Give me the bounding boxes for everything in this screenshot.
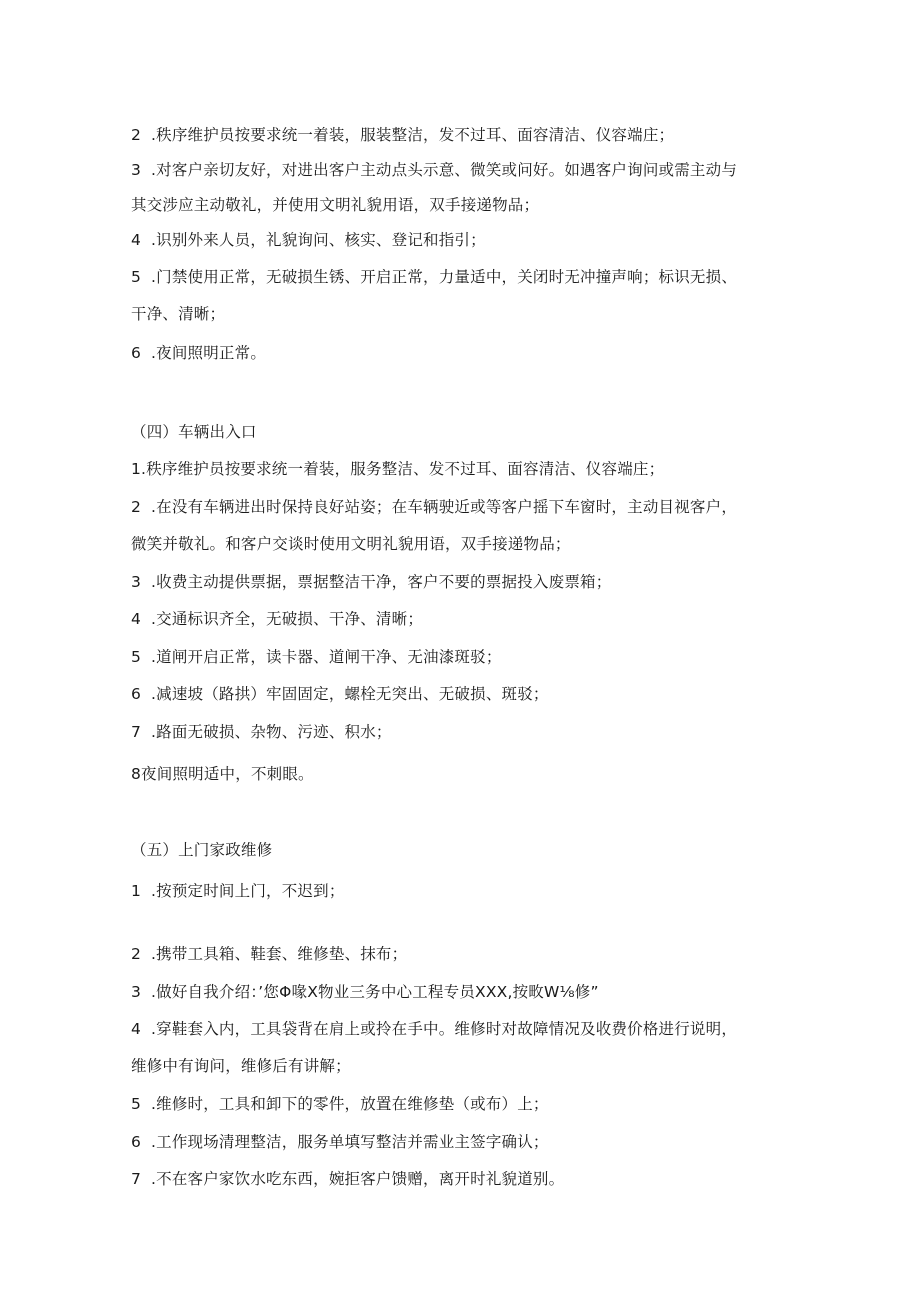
item-number: 3 xyxy=(131,161,142,179)
item-number: 6 xyxy=(131,344,142,362)
list-item-continuation xyxy=(131,534,811,554)
item-text: .夜间照明正常。 xyxy=(151,344,267,362)
list-item xyxy=(131,1019,811,1039)
list-item xyxy=(131,722,811,742)
item-text: .在没有车辆进出时保持良好站姿；在车辆驶近或等客户摇下车窗时，主动目视客户， xyxy=(151,498,738,516)
item-text: .交通标识齐全，无破损、干净、清晰； xyxy=(151,610,424,628)
list-item xyxy=(131,267,811,287)
item-number: 3 xyxy=(131,983,142,1001)
item-number: 3 xyxy=(131,573,142,591)
item-number: 5 xyxy=(131,648,142,666)
list-item xyxy=(131,764,811,784)
list-item xyxy=(131,1094,811,1114)
section-title: （五）上门家政维修 xyxy=(131,841,273,859)
item-text: .做好自我介绍：’您Φ喙X物业三务中心工程专员XXX,按畋W⅛修” xyxy=(151,983,599,1001)
list-item-continuation xyxy=(131,304,811,324)
item-number: 6 xyxy=(131,685,142,703)
section-heading xyxy=(131,422,811,442)
list-item xyxy=(131,230,811,250)
list-item xyxy=(131,343,811,363)
item-number: 2 xyxy=(131,126,142,144)
item-number: 1 xyxy=(131,882,142,900)
list-item-continuation xyxy=(131,195,811,215)
item-text: 1.秩序维护员按要求统一着装，服务整洁、发不过耳、面容清洁、仪容端庄； xyxy=(131,460,665,478)
list-item xyxy=(131,125,811,145)
item-number: 7 xyxy=(131,723,142,741)
item-text: .收费主动提供票据，票据整洁干净，客户不要的票据投入废票箱； xyxy=(151,573,612,591)
section-heading xyxy=(131,840,811,860)
item-text: 8夜间照明适中，不刺眼。 xyxy=(131,765,314,783)
item-text: 微笑并敬礼。和客户交谈时使用文明礼貌用语，双手接递物品； xyxy=(131,535,571,553)
item-number: 4 xyxy=(131,231,142,249)
item-text: 干净、清晰； xyxy=(131,305,226,323)
item-text: .路面无破损、杂物、污迹、积水； xyxy=(151,723,392,741)
item-number: 7 xyxy=(131,1170,142,1188)
section-title: （四）车辆出入口 xyxy=(131,423,257,441)
list-item xyxy=(131,459,811,479)
item-text: 维修中有询问，维修后有讲解； xyxy=(131,1057,351,1075)
item-text: .道闸开启正常，读卡器、道闸干净、无油漆斑驳； xyxy=(151,648,502,666)
item-text: .识别外来人员，礼貌询问、核实、登记和指引； xyxy=(151,231,486,249)
list-item xyxy=(131,647,811,667)
list-item-continuation xyxy=(131,1056,811,1076)
list-item xyxy=(131,160,811,180)
item-number: 4 xyxy=(131,1020,142,1038)
item-number: 2 xyxy=(131,945,142,963)
list-item xyxy=(131,572,811,592)
item-text: .秩序维护员按要求统一着装，服装整洁，发不过耳、面容清洁、仪容端庄； xyxy=(151,126,675,144)
list-item xyxy=(131,944,811,964)
list-item xyxy=(131,609,811,629)
item-text: .不在客户家饮水吃东西，婉拒客户馈赠，离开时礼貌道别。 xyxy=(151,1170,565,1188)
item-number: 2 xyxy=(131,498,142,516)
item-text: .穿鞋套入内，工具袋背在肩上或拎在手中。维修时对故障情况及收费价格进行说明， xyxy=(151,1020,738,1038)
item-number: 6 xyxy=(131,1133,142,1151)
item-text: .减速坡（路拱）牢固固定，螺栓无突出、无破损、斑驳； xyxy=(151,685,549,703)
item-text: .工作现场清理整洁，服务单填写整洁并需业主签字确认； xyxy=(151,1133,549,1151)
item-number: 4 xyxy=(131,610,142,628)
item-text: .门禁使用正常，无破损生锈、开启正常，力量适中，关闭时无冲撞声响；标识无损、 xyxy=(151,268,738,286)
list-item xyxy=(131,1132,811,1152)
list-item xyxy=(131,881,811,901)
item-text: .携带工具箱、鞋套、维修垫、抹布； xyxy=(151,945,408,963)
item-number: 5 xyxy=(131,1095,142,1113)
item-text: .维修时，工具和卸下的零件，放置在维修垫（或布）上； xyxy=(151,1095,549,1113)
list-item xyxy=(131,684,811,704)
item-text: 其交涉应主动敬礼，并使用文明礼貌用语，双手接递物品； xyxy=(131,196,540,214)
item-text: .对客户亲切友好，对进出客户主动点头示意、微笑或问好。如遇客户询问或需主动与 xyxy=(151,161,738,179)
list-item xyxy=(131,982,811,1002)
item-number: 5 xyxy=(131,268,142,286)
list-item xyxy=(131,1169,811,1189)
list-item xyxy=(131,497,811,517)
item-text: .按预定时间上门，不迟到； xyxy=(151,882,345,900)
